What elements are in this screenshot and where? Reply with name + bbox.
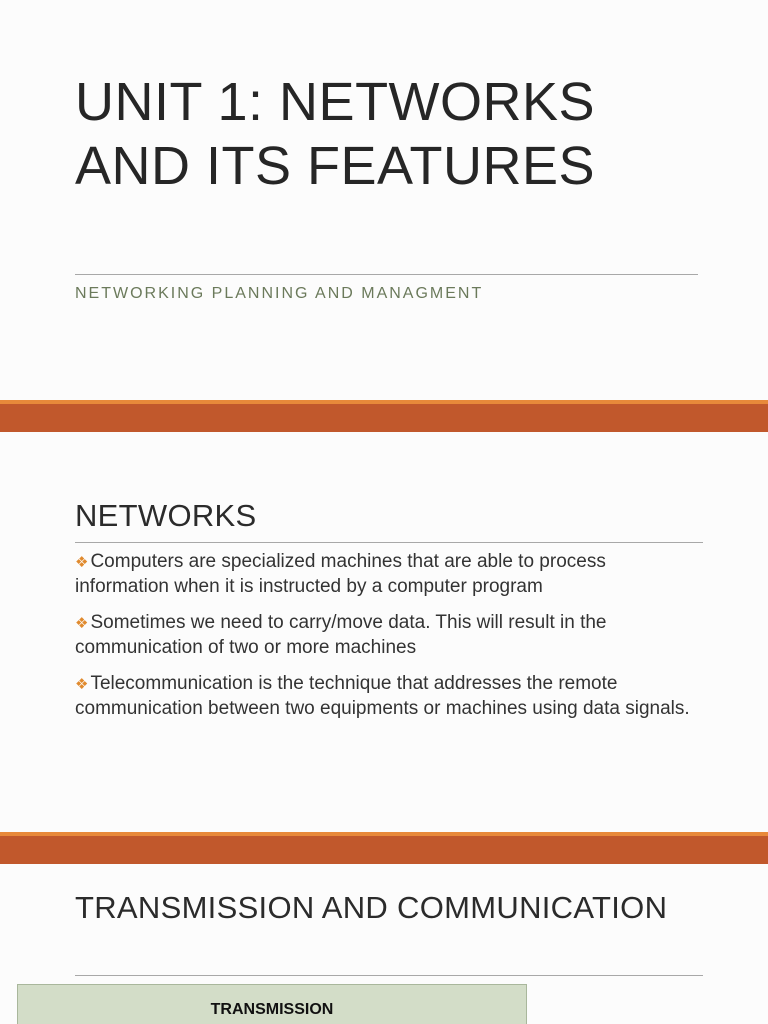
slide-transmission — [0, 864, 768, 1024]
list-item — [75, 550, 690, 599]
diamond-bullet-icon: ❖ — [75, 554, 89, 571]
transmission-heading: TRANSMISSION AND COMMUNICATION — [75, 890, 668, 925]
slide-title-heading: UNIT 1: NETWORKS AND ITS FEATURES — [75, 72, 596, 196]
slide-networks — [0, 432, 768, 832]
networks-bullet-list — [75, 550, 690, 733]
transmission-table — [17, 984, 527, 1024]
slide-title — [0, 0, 768, 400]
list-item — [75, 672, 690, 721]
slide-separator-band — [0, 400, 768, 432]
diamond-bullet-icon: ❖ — [75, 615, 89, 632]
title-divider — [75, 274, 698, 275]
networks-divider — [75, 542, 703, 543]
bullet-text: Sometimes we need to carry/move data. This will result in the communication of two or more machines — [75, 612, 607, 658]
slide-separator-band — [0, 832, 768, 864]
transmission-divider — [75, 975, 703, 976]
bullet-text: Computers are specialized machines that are able to process information when it is instructed by a computer program — [75, 551, 606, 597]
networks-heading: NETWORKS — [75, 498, 257, 533]
bullet-text: Telecommunication is the technique that addresses the remote communication between two equipments or machines using data signals. — [75, 673, 690, 719]
list-item — [75, 611, 690, 660]
diamond-bullet-icon: ❖ — [75, 676, 89, 693]
slide-subtitle: NETWORKING PLANNING AND MANAGMENT — [75, 285, 484, 302]
table-header-cell: TRANSMISSION — [210, 1001, 334, 1018]
